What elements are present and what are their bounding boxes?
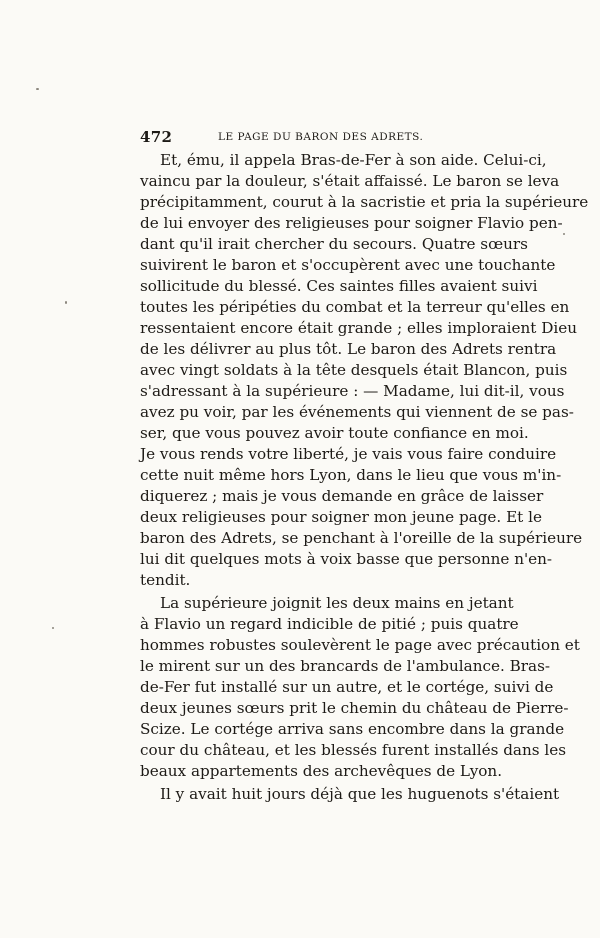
paper-speck: [563, 233, 565, 235]
paper-speck: [65, 301, 67, 304]
text-line: vaincu par la douleur, s'était affaissé. Le baron se leva: [140, 172, 560, 190]
paper-speck: [52, 627, 54, 629]
text-line: beaux appartements des archevêques de Lyon.: [140, 762, 503, 780]
running-title: LE PAGE DU BARON DES ADRETS.: [218, 131, 424, 143]
text-line: précipitamment, courut à la sacristie et pria la supérieure: [140, 193, 589, 211]
paper-speck: [36, 88, 39, 90]
text-line: Je vous rends votre liberté, je vais vous faire conduire: [140, 445, 557, 463]
text-line: deux religieuses pour soigner mon jeune page. Et le: [140, 508, 542, 526]
page-number: 472: [140, 128, 173, 146]
text-line: de-Fer fut installé sur un autre, et le cortége, suivi de: [140, 678, 554, 696]
text-line: toutes les péripéties du combat et la terreur qu'elles en: [140, 298, 570, 316]
text-line: de lui envoyer des religieuses pour soigner Flavio pen-: [140, 214, 563, 232]
text-line: tendit.: [140, 571, 191, 589]
text-line: Et, ému, il appela Bras-de-Fer à son aide. Celui-ci,: [160, 151, 547, 169]
text-line: diquerez ; mais je vous demande en grâce de laisser: [140, 487, 544, 505]
running-head: [140, 128, 488, 148]
text-line: lui dit quelques mots à voix basse que personne n'en-: [140, 550, 553, 568]
text-line: à Flavio un regard indicible de pitié ; puis quatre: [140, 615, 519, 633]
text-line: Scize. Le cortége arriva sans encombre dans la grande: [140, 720, 565, 738]
text-line: le mirent sur un des brancards de l'ambulance. Bras-: [140, 657, 551, 675]
text-line: dant qu'il irait chercher du secours. Quatre sœurs: [140, 235, 528, 253]
text-line: baron des Adrets, se penchant à l'oreille de la supérieure: [140, 529, 583, 547]
text-line: suivirent le baron et s'occupèrent avec une touchante: [140, 256, 556, 274]
text-line: sollicitude du blessé. Ces saintes filles avaient suivi: [140, 277, 538, 295]
text-line: avez pu voir, par les événements qui viennent de se pas-: [140, 403, 574, 421]
text-line: avec vingt soldats à la tête desquels était Blancon, puis: [140, 361, 568, 379]
text-line: La supérieure joignit les deux mains en jetant: [160, 594, 514, 612]
body-text: [140, 150, 589, 805]
text-line: ressentaient encore était grande ; elles imploraient Dieu: [140, 319, 578, 337]
text-line: hommes robustes soulevèrent le page avec précaution et: [140, 636, 580, 654]
text-line: deux jeunes sœurs prit le chemin du château de Pierre-: [140, 699, 569, 717]
text-line: cette nuit même hors Lyon, dans le lieu que vous m'in-: [140, 466, 562, 484]
text-line: Il y avait huit jours déjà que les huguenots s'étaient: [160, 785, 560, 803]
text-line: ser, que vous pouvez avoir toute confiance en moi.: [140, 424, 529, 442]
text-line: cour du château, et les blessés furent installés dans les: [140, 741, 567, 759]
text-line: de les délivrer au plus tôt. Le baron des Adrets rentra: [140, 340, 557, 358]
text-line: s'adressant à la supérieure : — Madame, lui dit-il, vous: [140, 382, 565, 400]
